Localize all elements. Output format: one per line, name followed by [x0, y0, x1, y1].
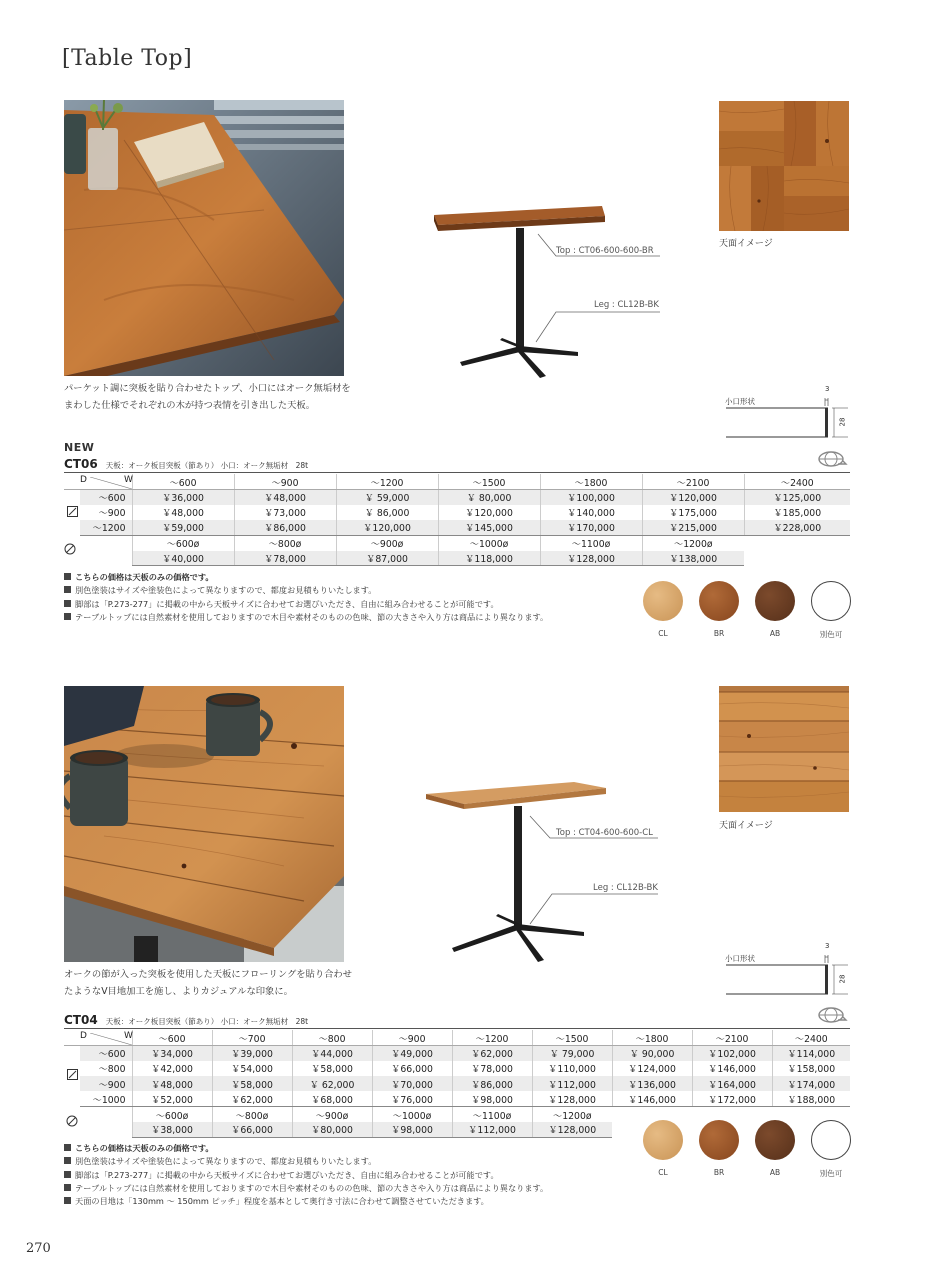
- ct06-product-header: [64, 457, 850, 471]
- price-cell: ￥188,000: [772, 1091, 850, 1106]
- ct04-callout-top: Top : CT04-600-600-CL: [556, 828, 653, 838]
- swatch-br: [698, 581, 740, 640]
- ct06-corner-d: D: [80, 475, 87, 485]
- swatch-br: [698, 1120, 740, 1179]
- round-price-cell: ￥78,000: [234, 551, 336, 566]
- ct04-lifestyle-photo: [64, 686, 344, 962]
- round-size-header: ～800ø: [212, 1107, 292, 1122]
- price-cell: ￥158,000: [772, 1061, 850, 1076]
- swatch-cl-circle: [643, 1120, 683, 1160]
- ct06-width-header: ～2400: [744, 474, 850, 490]
- ct04-depth-label: ～900: [80, 1076, 132, 1091]
- ct06-edge-dim-thickness: 3: [825, 385, 830, 393]
- ct06-width-header: ～1200: [336, 474, 438, 490]
- green-eco-icon: [818, 450, 848, 468]
- swatch-ab: [754, 581, 796, 640]
- round-price-cell: ￥112,000: [452, 1122, 532, 1137]
- ct06-code: CT06: [64, 457, 98, 471]
- round-size-header: ～1200ø: [642, 535, 744, 550]
- price-cell: ￥ 80,000: [438, 490, 540, 505]
- price-cell: ￥ 62,000: [292, 1076, 372, 1091]
- ct06-edge-dim-height: 28: [838, 417, 847, 427]
- round-size-header: ～900ø: [336, 535, 438, 550]
- swatch-cl: [642, 581, 684, 640]
- round-price-cell: ￥38,000: [132, 1122, 212, 1137]
- ct04-width-header: ～1200: [452, 1030, 532, 1046]
- ct04-description: オークの節が入った突板を使用した天板にフローリングを貼り合わせたようなV目地加工を施し、よりカジュアルな印象に。: [64, 969, 353, 997]
- note-item: こちらの価格は天板のみの価格です。: [64, 571, 634, 584]
- ct06-spec: 天板：オーク板目突板（節あり） 小口：オーク無垢材 28t: [105, 461, 309, 470]
- ct06-color-swatches: [642, 581, 852, 640]
- swatch-label: CL: [658, 1168, 668, 1177]
- ct04-edge-dim-thickness: 3: [825, 942, 830, 950]
- price-cell: ￥54,000: [212, 1061, 292, 1076]
- price-cell: ￥34,000: [132, 1046, 212, 1061]
- price-cell: ￥146,000: [692, 1061, 772, 1076]
- price-cell: ￥174,000: [772, 1076, 850, 1091]
- price-cell: ￥136,000: [612, 1076, 692, 1091]
- ct06-depth-label: ～900: [98, 508, 126, 520]
- swatch-br-circle: [699, 1120, 739, 1160]
- ct06-square-shape-icon: [64, 490, 80, 536]
- price-cell: ￥114,000: [772, 1046, 850, 1061]
- ct06-depth-label: ～600: [80, 490, 132, 505]
- price-cell: ￥52,000: [132, 1091, 212, 1106]
- swatch-ab-circle: [755, 581, 795, 621]
- round-price-cell: ￥80,000: [292, 1122, 372, 1137]
- ct04-width-header: ～800: [292, 1030, 372, 1046]
- price-cell: ￥78,000: [452, 1061, 532, 1076]
- price-cell: ￥ 59,000: [336, 490, 438, 505]
- price-cell: ￥120,000: [336, 520, 438, 535]
- round-price-cell: ￥66,000: [212, 1122, 292, 1137]
- ct04-width-header: ～2400: [772, 1030, 850, 1046]
- price-cell: ￥164,000: [692, 1076, 772, 1091]
- price-cell: ￥86,000: [452, 1076, 532, 1091]
- ct04-corner-w: W: [124, 1031, 133, 1041]
- note-item: 脚部は「P.273-277」に掲載の中から天板サイズに合わせてお選びいただき、自由に組み合わせることが可能です。: [64, 1169, 634, 1182]
- price-cell: ￥170,000: [540, 520, 642, 535]
- ct06-description: パーケット調に突板を貼り合わせたトップ、小口にはオーク無垢材をまわした仕様でそれぞれの木が持つ表情を引き出した天板。: [64, 383, 351, 411]
- price-cell: ￥62,000: [452, 1046, 532, 1061]
- ct04-top-surface-image: [719, 686, 849, 812]
- price-cell: ￥39,000: [212, 1046, 292, 1061]
- swatch-ab: [754, 1120, 796, 1179]
- price-cell: ￥76,000: [372, 1091, 452, 1106]
- ct04-dw-corner: [64, 1030, 132, 1046]
- price-cell: ￥146,000: [612, 1091, 692, 1106]
- swatch-cl-circle: [643, 581, 683, 621]
- note-item: 別色塗装はサイズや塗装色によって異なりますので、都度お見積もりいたします。: [64, 1155, 634, 1168]
- note-item: 天面の目地は「130mm ～ 150mm ピッチ」程度を基本として奥行き寸法に合わせて調整させていただきます。: [64, 1195, 634, 1208]
- round-size-header: ～800ø: [234, 535, 336, 550]
- price-cell: ￥98,000: [452, 1091, 532, 1106]
- swatch-custom: [810, 581, 852, 640]
- price-cell: ￥42,000: [132, 1061, 212, 1076]
- ct04-width-header: ～900: [372, 1030, 452, 1046]
- price-cell: ￥140,000: [540, 505, 642, 520]
- ct06-top-surface-image: [719, 101, 849, 231]
- round-price-cell: ￥40,000: [132, 551, 234, 566]
- price-cell: ￥145,000: [438, 520, 540, 535]
- swatch-label: 別色可: [819, 1169, 843, 1178]
- swatch-br-circle: [699, 581, 739, 621]
- ct06-lifestyle-photo: [64, 100, 344, 376]
- ct04-width-header: ～600: [132, 1030, 212, 1046]
- note-item: テーブルトップには自然素材を使用しておりますので木目や素材そのものの色味、節の大きさや入り方は商品により異なります。: [64, 1182, 634, 1195]
- ct06-notes: [64, 571, 634, 624]
- price-cell: ￥128,000: [532, 1091, 612, 1106]
- ct06-callout-leg: Leg : CL12B-BK: [594, 300, 659, 310]
- note-item: 脚部は「P.273-277」に掲載の中から天板サイズに合わせてお選びいただき、自由に組み合わせることが可能です。: [64, 598, 634, 611]
- ct06-dw-corner: [64, 474, 132, 490]
- price-cell: ￥175,000: [642, 505, 744, 520]
- round-size-header: ～1100ø: [452, 1107, 532, 1122]
- ct06-width-header: ～1500: [438, 474, 540, 490]
- ct04-width-header: ～1500: [532, 1030, 612, 1046]
- ct06-depth-label: ～1200: [80, 520, 132, 535]
- ct04-round-shape-icon: [64, 1107, 132, 1138]
- swatch-label: BR: [713, 629, 725, 638]
- price-cell: ￥49,000: [372, 1046, 452, 1061]
- price-cell: ￥58,000: [292, 1061, 372, 1076]
- ct04-width-header: ～700: [212, 1030, 292, 1046]
- ct04-code: CT04: [64, 1013, 98, 1027]
- ct04-depth-label: ～1000: [80, 1091, 132, 1106]
- ct06-edge-label: 小口形状: [725, 397, 755, 406]
- swatch-label: 別色可: [819, 630, 843, 639]
- green-eco-icon: [818, 1006, 848, 1024]
- ct06-callout-top: Top : CT06-600-600-BR: [556, 246, 654, 256]
- price-cell: ￥66,000: [372, 1061, 452, 1076]
- ct06-width-header: ～600: [132, 474, 234, 490]
- ct04-square-shape-icon: [64, 1046, 80, 1107]
- price-cell: ￥185,000: [744, 505, 850, 520]
- swatch-label: CL: [658, 629, 668, 638]
- ct06-round-shape-icon: [64, 535, 132, 566]
- price-cell: ￥228,000: [744, 520, 850, 535]
- price-cell: ￥215,000: [642, 520, 744, 535]
- round-price-cell: ￥118,000: [438, 551, 540, 566]
- price-cell: ￥68,000: [292, 1091, 372, 1106]
- price-cell: ￥120,000: [438, 505, 540, 520]
- ct04-product-header: [64, 1013, 850, 1027]
- ct04-corner-d: D: [80, 1031, 87, 1041]
- price-cell: ￥48,000: [132, 1076, 212, 1091]
- swatch-custom-circle: [811, 1120, 851, 1160]
- ct06-width-header: ～1800: [540, 474, 642, 490]
- ct04-edge-label: 小口形状: [725, 954, 755, 963]
- swatch-label: BR: [713, 1168, 725, 1177]
- swatch-custom: [810, 1120, 852, 1179]
- swatch-label: AB: [769, 629, 781, 638]
- price-cell: ￥ 79,000: [532, 1046, 612, 1061]
- price-cell: ￥44,000: [292, 1046, 372, 1061]
- round-size-header: ～1100ø: [540, 535, 642, 550]
- note-item: テーブルトップには自然素材を使用しておりますので木目や素材そのものの色味、節の大きさや入り方は商品により異なります。: [64, 611, 634, 624]
- ct04-width-header: ～2100: [692, 1030, 772, 1046]
- ct06-width-header: ～2100: [642, 474, 744, 490]
- round-size-header: ～600ø: [132, 535, 234, 550]
- price-cell: ￥48,000: [132, 505, 234, 520]
- ct06-table-topline: [64, 472, 850, 473]
- price-cell: ￥112,000: [532, 1076, 612, 1091]
- ct04-notes: [64, 1142, 634, 1208]
- ct06-corner-w: W: [124, 475, 133, 485]
- swatch-ab-circle: [755, 1120, 795, 1160]
- page-title: [Table Top]: [62, 46, 193, 71]
- price-cell: ￥ 86,000: [336, 505, 438, 520]
- ct04-edge-dim-height: 28: [838, 974, 847, 984]
- ct04-edge-profile-diagram: [724, 943, 854, 999]
- ct04-callout-leg: Leg : CL12B-BK: [593, 883, 658, 893]
- round-size-header: ～600ø: [132, 1107, 212, 1122]
- price-cell: ￥58,000: [212, 1076, 292, 1091]
- page-number: 270: [26, 1241, 51, 1256]
- price-cell: ￥102,000: [692, 1046, 772, 1061]
- round-size-header: ～1000ø: [438, 535, 540, 550]
- note-item: こちらの価格は天板のみの価格です。: [64, 1142, 634, 1155]
- ct06-price-table: [64, 474, 850, 566]
- ct04-color-swatches: [642, 1120, 852, 1179]
- price-cell: ￥120,000: [642, 490, 744, 505]
- ct04-depth-label: ～800: [98, 1064, 126, 1076]
- ct04-spec: 天板：オーク板目突板（節あり） 小口：オーク無垢材 28t: [105, 1017, 309, 1026]
- price-cell: ￥172,000: [692, 1091, 772, 1106]
- price-cell: ￥86,000: [234, 520, 336, 535]
- round-price-cell: ￥128,000: [540, 551, 642, 566]
- round-size-header: ～900ø: [292, 1107, 372, 1122]
- round-size-header: ～1000ø: [372, 1107, 452, 1122]
- ct06-edge-profile-diagram: [724, 386, 854, 442]
- ct06-image-caption: 天面イメージ: [719, 239, 773, 249]
- price-cell: ￥70,000: [372, 1076, 452, 1091]
- price-cell: ￥110,000: [532, 1061, 612, 1076]
- price-cell: ￥73,000: [234, 505, 336, 520]
- ct06-width-header: ～900: [234, 474, 336, 490]
- note-item: 別色塗装はサイズや塗装色によって異なりますので、都度お見積もりいたします。: [64, 584, 634, 597]
- ct04-table-topline: [64, 1028, 850, 1029]
- swatch-label: AB: [769, 1168, 781, 1177]
- price-cell: ￥ 90,000: [612, 1046, 692, 1061]
- price-cell: ￥124,000: [612, 1061, 692, 1076]
- price-cell: ￥125,000: [744, 490, 850, 505]
- ct04-width-header: ～1800: [612, 1030, 692, 1046]
- ct04-depth-label: ～600: [80, 1046, 132, 1061]
- price-cell: ￥59,000: [132, 520, 234, 535]
- price-cell: ￥100,000: [540, 490, 642, 505]
- price-cell: ￥62,000: [212, 1091, 292, 1106]
- round-price-cell: ￥87,000: [336, 551, 438, 566]
- round-price-cell: ￥138,000: [642, 551, 744, 566]
- swatch-custom-circle: [811, 581, 851, 621]
- price-cell: ￥48,000: [234, 490, 336, 505]
- ct04-image-caption: 天面イメージ: [719, 821, 773, 831]
- new-badge: NEW: [64, 441, 95, 454]
- price-cell: ￥36,000: [132, 490, 234, 505]
- round-size-header: ～1200ø: [532, 1107, 612, 1122]
- round-price-cell: ￥98,000: [372, 1122, 452, 1137]
- round-price-cell: ￥128,000: [532, 1122, 612, 1137]
- swatch-cl: [642, 1120, 684, 1179]
